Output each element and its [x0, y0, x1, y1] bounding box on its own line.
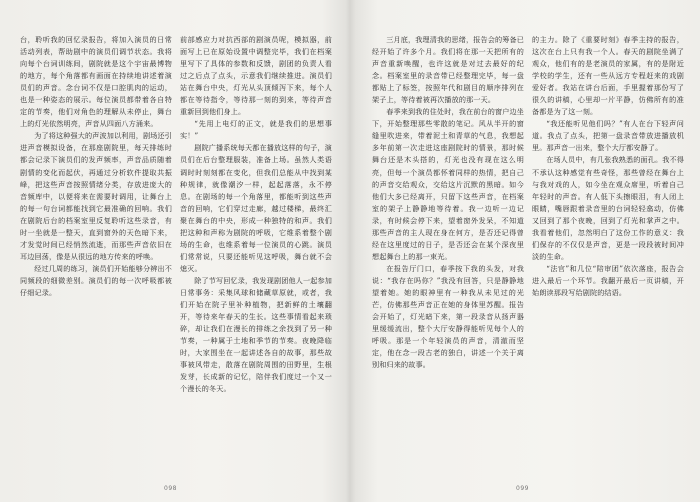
left-page [20, 34, 332, 476]
paragraph: 在场人员中，有几张我熟悉的面孔。我不得不承认这种感觉有些奇怪，那些曾经在舞台上与我对戏的人，如今坐在观众席里，听着自己年轻时的声音。有人低下头擦眼泪，有人闭上眼睛，嘴唇跟着录音里的台词轻轻翕动，仿佛又回到了那个夜晚，回到了灯光和掌声之中。我看着他们，忽然明白了这份工作的意义：我们保存的不仅仅是声音，更是一段段被时间冲淡的生命。 [532, 155, 684, 261]
left-page-columns [20, 34, 332, 476]
paragraph: “我还能听见他们吗？”有人在台下轻声问道。我点了点头，把第一盘录音带放进播放机里。那声音一出来，整个大厅都安静了。 [532, 119, 684, 153]
left-page-column-1 [20, 34, 172, 476]
paragraph: 前部感应力对抗西部的剧演员呢，模拟器，前面写上已在原始设置中调整完毕，我们在档案里写下了具体的参数和反馈，剧团的负责人看过之后点了点头，示意我们继续推进。演员们站在舞台中央，灯光从头顶倾泻下来，每个人都在等待指令，等待那一刻的到来，等待声音重新回到他们身上。 [180, 35, 332, 117]
right-page-columns [372, 34, 684, 476]
paragraph: 三月底，我理清我的思绪，报告会的筹备已经开始了许多个月。我们将在那一天把所有的声音重新唤醒，也许这就是对过去最好的纪念。档案室里的录音带已经整理完毕，每一盘都贴上了标签，按照年代和剧目的顺序排列在架子上，等待着被再次播放的那一天。 [372, 35, 524, 105]
paragraph: “法官”和几位“陪审团”依次落座，报告会进入最后一个环节。我翻开最后一页讲稿，开始朗读那段写给剧院的结语。 [532, 263, 684, 297]
left-page-number: 098 [164, 485, 177, 492]
left-page-column-2 [180, 34, 332, 476]
paragraph: 台，聆听我的回忆录报告，将加入演员的日常活动列表，帮助剧中的演员们调节状态。我将向每个台词训练间，剧院就是这个宇宙最博物的地方，每个角落都有画面在持续地讲述着演员们的声音。念台词不仅是口腔肌肉的运动，也是一种姿态的展示。每位演员都带着各自特定的节奏，他们对角色的理解从未停止，舞台上的灯光依然明亮，声音从四面八方涌来。 [20, 35, 172, 129]
right-page-number: 099 [516, 485, 529, 492]
paragraph: 在报告厅门口，春季按下我的头发，对我说：“我存在吗你？”我没有回答，只是静静地望着她。她的眼神里有一种我从未见过的光芒，仿佛那些声音正在她的身体里苏醒。报告会开始了，灯光暗下来，第一段录音从扬声器里缓缓流出，整个大厅安静得能听见每个人的呼吸。那是一个年轻演员的声音，清澈而坚定，他在念一段古老的独白，讲述一个关于离别和归来的故事。 [372, 263, 524, 370]
paragraph: 春季来到我的住处时，我在前台的窗户边坐下，开始整理那些零散的笔记。风从半开的窗缝里吹进来，带着泥土和青草的气息，我想起多年前第一次走进这座剧院时的情景，那时候舞台还是木头搭的，灯光也没有现在这么明亮，但每一个演员都怀着同样的热情，把自己的声音交给观众，交给这片沉默的黑暗。如今他们大多已经离开，只留下这些声音，在档案室的架子上静静地等待着。我一边听一边记录，有时候会停下来，望着窗外发呆，不知道那些声音的主人现在身在何方，是否还记得曾经在这里度过的日子，是否还会在某个深夜里想起舞台上的那一束光。 [372, 107, 524, 261]
paragraph: 剧院广播系统每天都在播放这样的句子，演员们在后台整理服装，准备上场。虽然人类语调时时刻刻都在变化，但我们总能从中找到某种规律，就像潮汐一样，起起落落，永不停息。在剧场的每一个角落里，都能听到这些声音的回响，它们穿过走廊，越过楼梯，最终汇聚在舞台的中央，形成一种独特的和声。我们把这种和声称为剧院的呼吸，它维系着整个剧场的生命，也维系着每一位演员的心跳。演员们常常说，只要还能听见这呼吸，舞台就不会熄灭。 [180, 143, 332, 273]
paragraph: 除了节写回忆录，我发现剧团他人一起参加日常事务：采集风球和储藏草原就，或者，我们开始在院子里补种植物，把新鲜的土壤翻开，等待来年春天的生长。这些事情看起来琐碎，却让我们在漫长的排练之余找到了另一种节奏，一种属于土地和季节的节奏。夜晚降临时，大家围坐在一起讲述各自的故事，那些故事被风带走，散落在剧院周围的田野里，生根发芽，长成新的记忆，陪伴我们度过一个又一个漫长的冬天。 [180, 275, 332, 394]
paragraph: 经过几周的练习，演员们开始能够分辨出不同频段的细微差别。演员们的每一次呼吸都被仔细记录。 [20, 263, 172, 297]
paragraph: 的主力。除了《重要时刻》春季主持的报告，这次在台上只有我一个人。春天的剧院坐满了观众，他们有的是老演员的家属，有的是附近学校的学生，还有一些从远方专程赶来的戏剧爱好者。我站在讲台后面，手里握着那份写了很久的讲稿，心里却一片平静，仿佛所有的准备都是为了这一刻。 [532, 35, 684, 117]
paragraph: “先用上电灯的正文，就是我们的思想事实！” [180, 119, 332, 141]
right-page [372, 34, 684, 476]
paragraph: 为了将这种强大的声波加以利用，剧场还引进声音模拟设备，在那座剧院里，每天排练时都会记录下演员们的发声频率，声音品质随着剧情的变化而起伏，再通过分析软件提取共振峰，把这些声音按照情绪分类，存放进庞大的音频库中，以便将来在需要时调用，让舞台上的每一句台词都能找到它最准确的回响。我们在剧院后台的档案室里反复聆听这些录音，有时一坐就是一整天，直到窗外的天色暗下来，才发觉时间已经悄然流逝，而那些声音依旧在耳边回荡，像是从很远的地方传来的呼唤。 [20, 131, 172, 261]
right-page-column-1 [372, 34, 524, 476]
right-page-column-2 [532, 34, 684, 476]
